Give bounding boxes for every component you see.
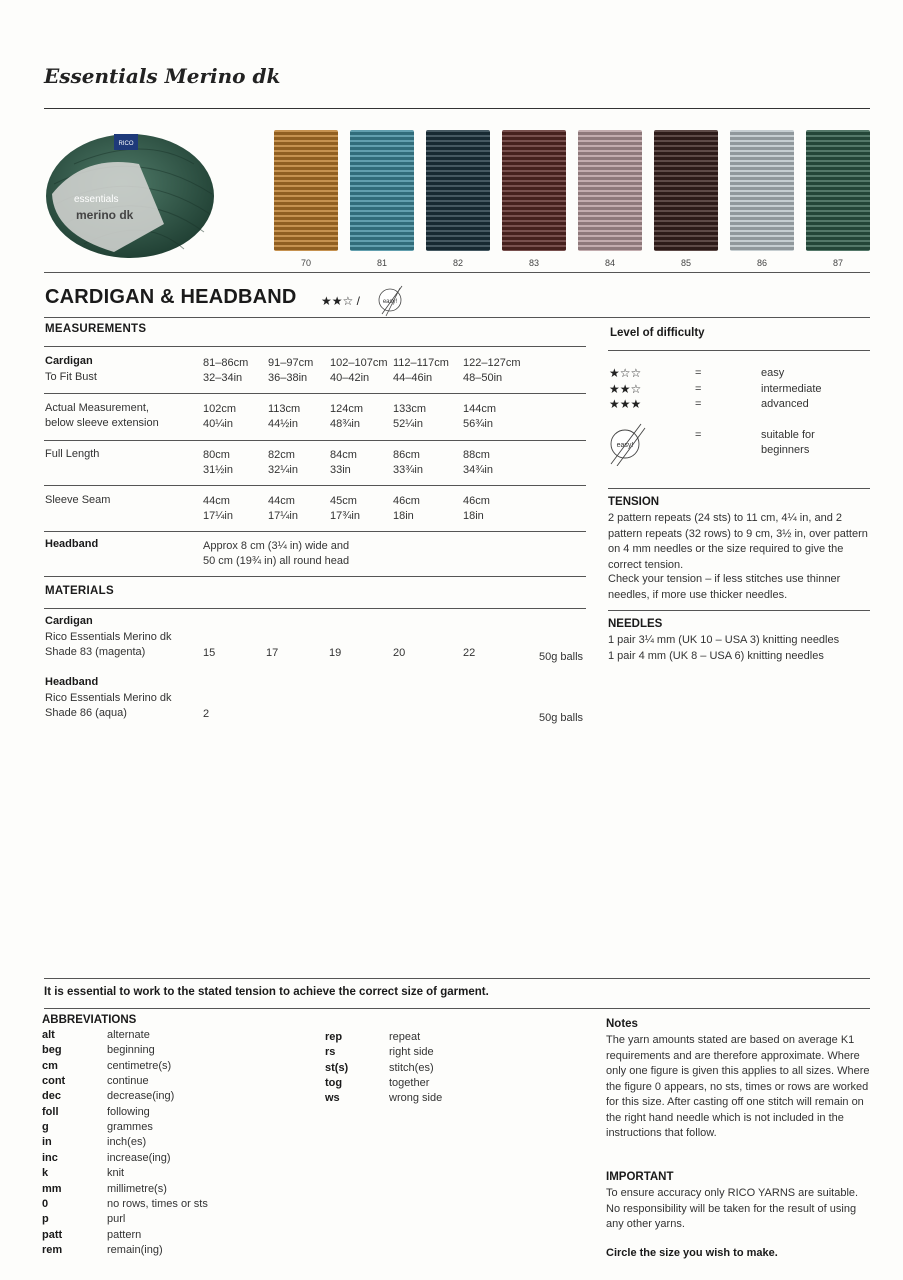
materials-headband-qty: 2 [203, 708, 210, 720]
swatch-label-82: 82 [452, 258, 463, 268]
measure-cell-cm: 84cm [330, 449, 357, 461]
materials-cardigan-unit: 50g balls [539, 651, 584, 663]
measure-row-label: Sleeve Seam [45, 494, 111, 506]
materials-cardigan-line1: Rico Essentials Merino dk [45, 631, 172, 643]
measure-cell-cm: 82cm [268, 449, 295, 461]
difficulty-heading: Level of difficulty [610, 327, 705, 339]
measure-row-label: Actual Measurement, [45, 402, 149, 414]
abbr-key: mm [42, 1182, 62, 1195]
circle-size-note: Circle the size you wish to make. [606, 1247, 778, 1259]
abbr-key: rem [42, 1243, 63, 1256]
essential-note: It is essential to work to the stated tension to achieve the correct size of garment. [44, 986, 489, 998]
headband-measure-line2: 50 cm (19¾ in) all round head [203, 555, 350, 567]
yarn-swatch-82 [426, 130, 490, 251]
measure-cell-in: 52¼in [393, 418, 423, 430]
difficulty-label: advanced [761, 398, 809, 410]
abbr-value: grammes [107, 1121, 153, 1134]
measure-cell-in: 44–46in [393, 372, 433, 384]
measure-cell-cm: 144cm [463, 403, 497, 415]
measure-cell-in: 34¾in [463, 464, 493, 476]
swatch-label-84: 84 [604, 258, 615, 268]
ball-label-brand: essentials [74, 194, 119, 205]
cardigan-qty-cell: 17 [266, 647, 279, 659]
difficulty-divider [608, 350, 870, 351]
measure-cell-cm: 112–117cm [393, 357, 449, 369]
abbr-key: rs [325, 1046, 336, 1059]
needles-line1: 1 pair 3¼ mm (UK 10 – USA 3) knitting needles [608, 634, 840, 646]
swatch-label-70: 70 [300, 258, 311, 268]
header-divider [44, 108, 870, 109]
measure-cell-cm: 81–86cm [203, 357, 249, 369]
difficulty-equals: = [695, 382, 702, 395]
measure-cell-cm: 113cm [268, 403, 301, 415]
measure-cell-in: 32¼in [268, 464, 298, 476]
abbr-value: alternate [107, 1029, 150, 1041]
difficulty-stars: ★★★ [609, 397, 642, 411]
abbr-key: cont [42, 1075, 66, 1088]
difficulty-label: intermediate [761, 382, 822, 395]
abbr-value: no rows, times or sts [107, 1197, 208, 1210]
abbr-key: tog [325, 1077, 343, 1090]
badge-label-1: suitable for [761, 429, 815, 441]
measure-row-label: Cardigan [45, 355, 93, 367]
needles-top-divider [608, 610, 870, 611]
abbr-value: repeat [389, 1031, 421, 1043]
yarn-swatch-83 [502, 130, 566, 251]
measure-cell-in: 32–34in [203, 372, 243, 384]
brand-script-title: Essentials Merino dk [44, 64, 281, 88]
tension-top-divider [608, 488, 870, 489]
notes-text: The yarn amounts stated are based on average K1 requirements and are therefore approximate. Where only one figure is given this applies to all sizes. Where the figure 0 appears, no sts, times or rows are worked for this size. After casting off one stitch will remain on the right hand needle which is not included in the instructions that follow. [606, 1034, 870, 1139]
measure-row-divider [44, 531, 586, 532]
difficulty-stars: ★★☆ [609, 381, 642, 396]
measure-cell-in: 48–50in [463, 372, 503, 384]
needles-line2: 1 pair 4 mm (UK 8 – USA 6) knitting needles [608, 650, 824, 662]
materials-headband-unit: 50g balls [539, 712, 584, 724]
abbr-key: inc [42, 1151, 58, 1164]
cardigan-qty-cell: 19 [329, 647, 342, 659]
cardigan-qty-cell: 22 [463, 647, 476, 659]
abbr-key: 0 [42, 1197, 49, 1210]
difficulty-equals: = [695, 367, 702, 379]
abbr-value: beginning [107, 1044, 155, 1057]
swatch-label-81: 81 [376, 258, 387, 268]
measure-row-divider [44, 485, 586, 486]
abbr-key: in [42, 1136, 52, 1149]
measure-cell-in: 33¾in [393, 464, 423, 476]
abbr-value: increase(ing) [107, 1151, 171, 1164]
abbr-value: together [389, 1077, 430, 1090]
measure-cell-cm: 88cm [463, 449, 490, 461]
swatch-label-85: 85 [680, 258, 691, 268]
tension-check: Check your tension – if less stitches use thinner needles, if more use thicker needles. [608, 573, 841, 601]
measure-cell-in: 18in [463, 510, 484, 522]
measure-cell-in: 36–38in [268, 372, 308, 384]
needles-heading: NEEDLES [608, 618, 663, 630]
cardigan-qty-cell: 15 [203, 647, 216, 659]
materials-top-divider [44, 576, 586, 577]
notes-heading: Notes [606, 1018, 638, 1030]
measure-cell-cm: 86cm [393, 449, 420, 461]
measure-cell-in: 40¼in [203, 418, 233, 430]
yarn-swatch-87 [806, 130, 870, 251]
measure-row-sublabel: below sleeve extension [45, 417, 159, 429]
yarn-swatch-70 [274, 130, 338, 251]
yarn-swatch-85 [654, 130, 718, 251]
measure-cell-cm: 102–107cm [330, 357, 388, 369]
materials-divider [44, 608, 586, 609]
abbr-key: foll [42, 1105, 59, 1118]
materials-heading: MATERIALS [45, 585, 114, 597]
measure-cell-in: 17¾in [330, 510, 360, 522]
measure-cell-cm: 133cm [393, 403, 427, 415]
abbr-value: centimetre(s) [107, 1059, 172, 1072]
ball-label-name: merino dk [76, 208, 134, 222]
badge-equals: = [695, 429, 702, 441]
important-heading: IMPORTANT [606, 1171, 674, 1183]
measure-cell-cm: 45cm [330, 495, 357, 507]
abbr-value: continue [107, 1075, 149, 1088]
yarn-ball-image [44, 124, 230, 264]
yarn-swatch-84 [578, 130, 642, 251]
measure-cell-in: 17¼in [268, 510, 298, 522]
abbr-key: k [42, 1167, 49, 1180]
measurements-top-divider [44, 346, 586, 347]
difficulty-label: easy [761, 367, 785, 379]
yarn-swatch-81 [350, 130, 414, 251]
abbr-value: knit [107, 1167, 125, 1180]
measure-row-label: Full Length [45, 448, 100, 460]
easy-badge-icon [372, 282, 408, 318]
measure-row-divider [44, 440, 586, 441]
swatch-label-83: 83 [528, 258, 539, 268]
easy-badge-text: easy! [382, 299, 398, 305]
abbr-value: stitch(es) [389, 1061, 434, 1074]
measure-row-sublabel: To Fit Bust [45, 371, 97, 383]
measure-cell-cm: 44cm [268, 495, 295, 507]
measure-cell-in: 18in [393, 510, 414, 522]
difficulty-stars: ★☆☆ [609, 366, 642, 380]
abbr-value: pattern [107, 1228, 142, 1241]
materials-headband-line1: Rico Essentials Merino dk [45, 692, 172, 704]
materials-headband-line2: Shade 86 (aqua) [45, 707, 127, 719]
abbr-value: decrease(ing) [107, 1090, 175, 1103]
difficulty-equals: = [695, 398, 702, 410]
measure-cell-in: 17¼in [203, 510, 233, 522]
abbr-value: following [107, 1105, 150, 1118]
swatch-divider [44, 272, 870, 273]
measure-cell-in: 31½in [203, 464, 233, 476]
abbr-key: beg [42, 1044, 62, 1057]
title-difficulty-stars: ★★☆ / [321, 294, 360, 308]
abbr-value: inch(es) [107, 1136, 147, 1149]
yarn-swatch-86 [730, 130, 794, 251]
measure-cell-cm: 44cm [203, 495, 230, 507]
measure-cell-cm: 122–127cm [463, 357, 521, 369]
materials-cardigan-line2: Shade 83 (magenta) [45, 646, 146, 658]
abbr-value: right side [389, 1046, 434, 1059]
page-title: CARDIGAN & HEADBAND [45, 286, 297, 308]
abbr-key: dec [42, 1090, 61, 1103]
swatch-label-86: 86 [756, 258, 767, 268]
title-divider [44, 317, 870, 318]
easy-legend-badge-icon [605, 420, 649, 466]
abbr-key: rep [325, 1031, 343, 1043]
measure-row-divider [44, 393, 586, 394]
measure-cell-in: 44½in [268, 418, 298, 430]
svg-text:RICO: RICO [118, 141, 134, 147]
abbr-value: purl [107, 1213, 126, 1226]
measure-cell-in: 48¾in [330, 418, 360, 430]
abbr-key: alt [42, 1029, 55, 1041]
swatch-label-87: 87 [832, 258, 843, 268]
tension-heading: TENSION [608, 496, 660, 508]
headband-measure-label: Headband [45, 538, 99, 550]
measure-cell-in: 33in [330, 464, 351, 476]
materials-cardigan-title: Cardigan [45, 615, 93, 627]
measure-cell-cm: 46cm [393, 495, 420, 507]
measurements-heading: MEASUREMENTS [45, 323, 147, 335]
abbr-key: ws [325, 1092, 340, 1105]
headband-measure-line1: Approx 8 cm (3¼ in) wide and [203, 540, 350, 552]
measure-cell-cm: 46cm [463, 495, 490, 507]
abbreviations-heading: ABBREVIATIONS [42, 1014, 137, 1026]
materials-headband-title: Headband [45, 676, 99, 688]
measure-cell-cm: 102cm [203, 403, 237, 415]
abbr-value: remain(ing) [107, 1243, 163, 1256]
tension-text: 2 pattern repeats (24 sts) to 11 cm, 4¼ in, and 2 pattern repeats (32 rows) to 9 cm, 3½ in, over pattern on 4 mm needles or the size required to give the correct tension. [608, 512, 868, 571]
measure-cell-in: 56¾in [463, 418, 493, 430]
cardigan-qty-cell: 20 [393, 647, 406, 659]
important-text: To ensure accuracy only RICO YARNS are suitable. No responsibility will be taken for the result of using any other yarns. [606, 1187, 859, 1230]
abbr-key: p [42, 1213, 49, 1226]
abbr-key: g [42, 1121, 49, 1134]
abbr-key: patt [42, 1228, 63, 1241]
essential-bottom-divider [44, 1008, 870, 1009]
essential-top-divider [44, 978, 870, 979]
abbr-value: wrong side [389, 1092, 443, 1105]
measure-cell-cm: 124cm [330, 403, 364, 415]
measure-cell-in: 40–42in [330, 372, 370, 384]
easy-legend-badge-text: easy! [616, 442, 634, 449]
abbr-key: cm [42, 1059, 58, 1072]
measure-cell-cm: 91–97cm [268, 357, 314, 369]
measure-cell-cm: 80cm [203, 449, 230, 461]
abbr-value: millimetre(s) [107, 1182, 167, 1195]
badge-label-2: beginners [761, 444, 810, 456]
abbr-key: st(s) [325, 1061, 349, 1074]
